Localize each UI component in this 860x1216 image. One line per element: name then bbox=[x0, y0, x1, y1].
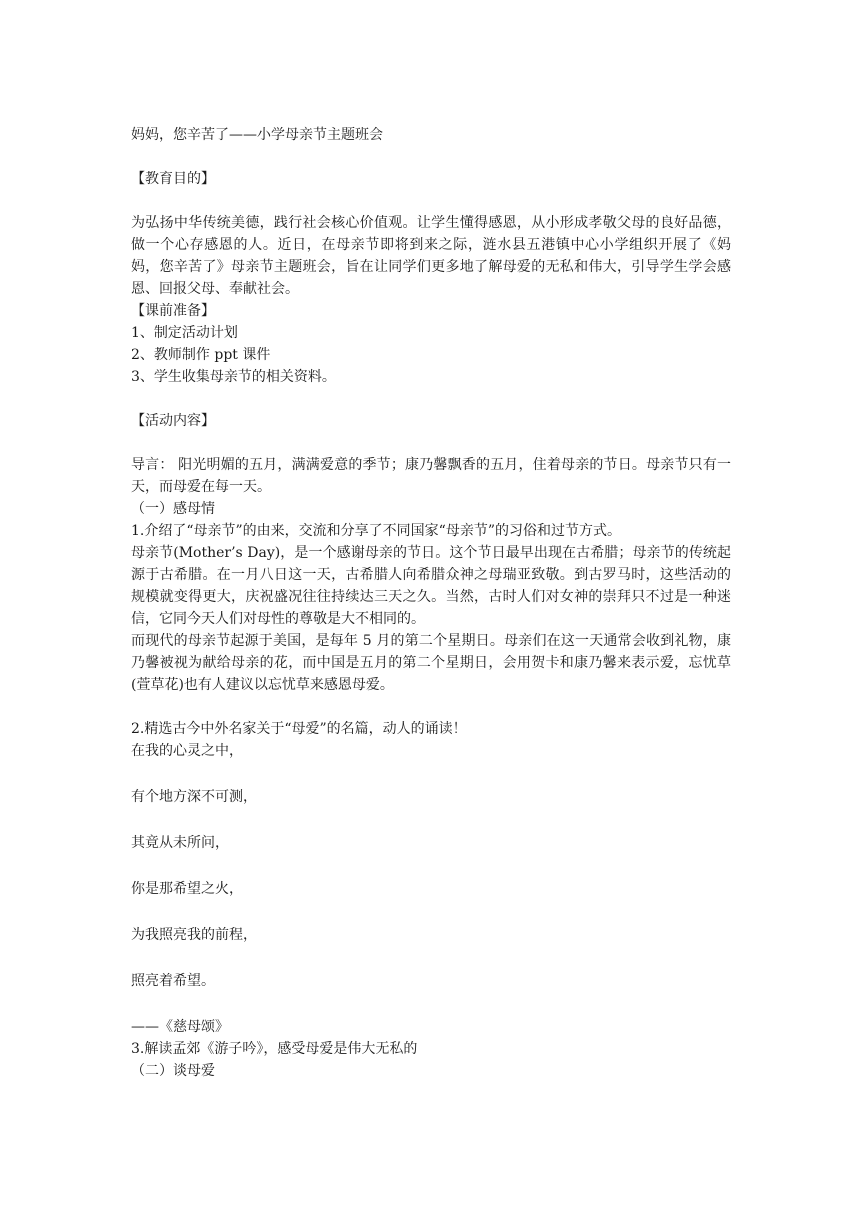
prep-item: 1、制定活动计划 bbox=[131, 325, 238, 341]
poem-line: 为我照亮我的前程， bbox=[131, 927, 257, 943]
item3-text: 3.解读孟郊《游子吟》，感受母爱是伟大无私的 bbox=[131, 1041, 418, 1057]
document-title: 妈妈，您辛苦了——小学母亲节主题班会 bbox=[131, 127, 383, 143]
poem-line: 其竟从未所问， bbox=[131, 835, 229, 851]
poem-line: 有个地方深不可测， bbox=[131, 789, 257, 805]
origin-paragraph: 母亲节(Mother’s Day)，是一个感谢母亲的节日。这个节日最早出现在古希腊；母亲节的传统起源于古希腊。在一月八日这一天，古希腊人向希腊众神之母瑞亚致敬。到古罗马时，这些活动的规模就变得更大，庆祝盛况往往持续达三天之久。当然，古时人们对女神的崇拜只不过是一种迷信，它同今天人们对母性的尊敬是大不相同的。 bbox=[131, 545, 731, 627]
section-heading-prep: 【课前准备】 bbox=[131, 303, 215, 319]
section-heading-content: 【活动内容】 bbox=[131, 413, 215, 429]
prep-item: 2、教师制作 ppt 课件 bbox=[131, 347, 271, 363]
intro-paragraph: 导言： 阳光明媚的五月，满满爱意的季节；康乃馨飘香的五月，住着母亲的节日。母亲节只有一天，而母爱在每一天。 bbox=[131, 457, 731, 495]
part1-title: （一）感母情 bbox=[131, 501, 215, 517]
item1-text: 1.介绍了“母亲节”的由来，交流和分享了不同国家“母亲节”的习俗和过节方式。 bbox=[131, 523, 621, 539]
prep-item: 3、学生收集母亲节的相关资料。 bbox=[131, 369, 336, 385]
modern-paragraph: 而现代的母亲节起源于美国，是每年 5 月的第二个星期日。母亲们在这一天通常会收到礼物，康乃馨被视为献给母亲的花，而中国是五月的第二个星期日，会用贺卡和康乃馨来表示爱，忘忧草(萱草花)也有人建议以忘忧草来感恩母爱。 bbox=[131, 633, 731, 693]
poem-line: 照亮着希望。 bbox=[131, 973, 215, 989]
section-heading-purpose: 【教育目的】 bbox=[131, 171, 215, 187]
poem-line: 你是那希望之火， bbox=[131, 881, 243, 897]
poem-line: 在我的心灵之中， bbox=[131, 743, 243, 759]
document-body bbox=[131, 124, 731, 1082]
part2-title: （二）谈母爱 bbox=[131, 1063, 215, 1079]
poem-source: ——《慈母颂》 bbox=[131, 1019, 229, 1035]
purpose-paragraph: 为弘扬中华传统美德，践行社会核心价值观。让学生懂得感恩，从小形成孝敬父母的良好品德，做一个心存感恩的人。近日，在母亲节即将到来之际，涟水县五港镇中心小学组织开展了《妈妈，您辛苦了》母亲节主题班会，旨在让同学们更多地了解母爱的无私和伟大，引导学生学会感恩、回报父母、奉献社会。 bbox=[131, 215, 731, 297]
item2-text: 2.精选古今中外名家关于“母爱”的名篇，动人的诵读！ bbox=[131, 721, 467, 737]
